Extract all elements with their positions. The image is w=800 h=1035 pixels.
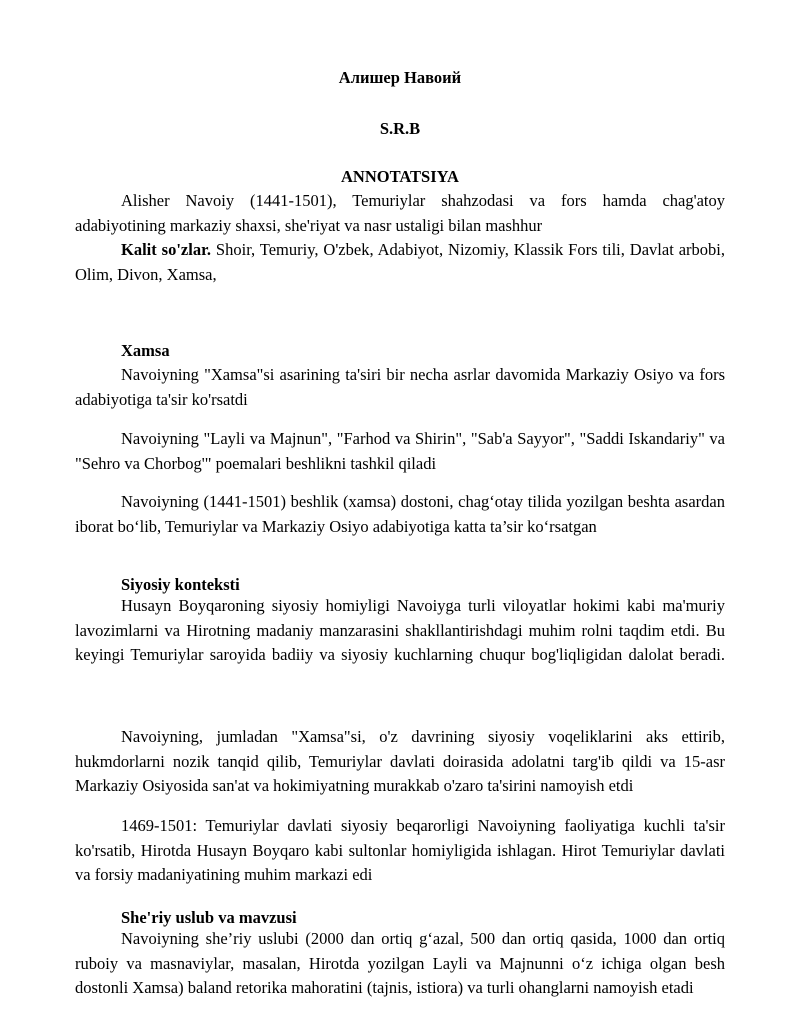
- section-heading-xamsa: Xamsa: [121, 341, 170, 360]
- xamsa-paragraph-1: Navoiyning "Xamsa"si asarining ta'siri bir necha asrlar davomida Markaziy Osiyo va fors adabiyotiga ta'sir ko'rsatdi: [75, 365, 725, 409]
- xamsa-paragraph-3: Navoiyning (1441-1501) beshlik (xamsa) dostoni, chag‘otay tilida yozilgan beshta asardan iborat bo‘lib, Temuriylar va Markaziy Osiyo adabiyotiga katta ta’sir ko‘rsatgan: [75, 492, 725, 536]
- politics-paragraph-2: Navoiyning, jumladan "Xamsa"si, o'z davrining siyosiy voqeliklarini aks ettirib, hukmdorlarni nozik tanqid qilib, Temuriylar davlati doirasida adolatni targ'ib qildi va 15-asr Markaziy Osiyosida san'at va hokimiyatning murakkab o'zaro ta'sirini namoyish etdi: [75, 727, 725, 795]
- annotation-title: ANNOTATSIYA: [341, 167, 459, 186]
- document-code: S.R.B: [379, 119, 421, 138]
- politics-paragraph-3: 1469-1501: Temuriylar davlati siyosiy beqarorligi Navoiyning faoliyatiga kuchli ta'sir ko'rsatib, Hirotda Husayn Boyqaro kabi sultonlar homiyligida ishlagan. Hirot Temuriylar davlati va forsiy madaniyatining muhim markazi edi: [75, 816, 725, 884]
- author-title: Алишер Навоий: [338, 68, 462, 87]
- section-heading-style: She'riy uslub va mavzusi: [121, 908, 297, 927]
- annotation-text: Alisher Navoiy (1441-1501), Temuriylar shahzodasi va fors hamda chag'atoy adabiyotining markaziy shaxsi, she'riyat va nasr ustaligi bilan mashhur: [75, 191, 725, 235]
- keywords-label: Kalit so'zlar.: [121, 240, 212, 259]
- keywords-text: Shoir, Temuriy, O'zbek, Adabiyot, Nizomiy, Klassik Fors tili, Davlat arbobi, Olim, Divon, Xamsa,: [75, 240, 725, 284]
- style-paragraph-1: Navoiyning she’riy uslubi (2000 dan ortiq g‘azal, 500 dan ortiq qasida, 1000 dan ortiq ruboiy va masnaviylar, masalan, Hirotda yozilgan Layli va Majnunni o‘z ichiga olgan besh dostonli Xamsa) baland retorika mahoratini (tajnis, istiora) va turli ohanglarni namoyish etadi: [75, 929, 725, 997]
- section-heading-politics: Siyosiy konteksti: [121, 575, 240, 594]
- politics-paragraph-1: Husayn Boyqaroning siyosiy homiyligi Navoiyga turli viloyatlar hokimi kabi ma'muriy lavozimlarni va Hirotning madaniy manzarasini shakllantirishdagi muhim rolni taqdim etdi. Bu keyingi Temuriylar saroyida badiiy va siyosiy kuchlarning chuqur bog'liqligidan dalolat beradi.: [75, 596, 725, 664]
- keywords-paragraph: [75, 238, 725, 287]
- xamsa-paragraph-2: Navoiyning "Layli va Majnun", "Farhod va Shirin", "Sab'a Sayyor", "Saddi Iskandariy" va "Sehro va Chorbog'" poemalari beshlikni tashkil qiladi: [75, 429, 725, 473]
